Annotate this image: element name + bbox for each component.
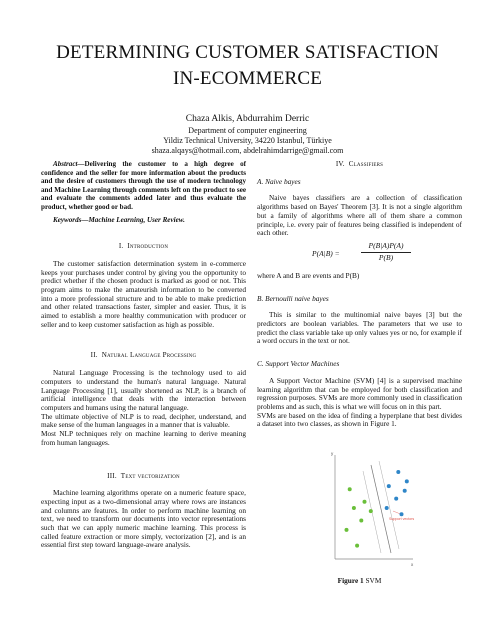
margin-right <box>379 461 399 549</box>
paper-title <box>20 40 475 92</box>
green-point <box>359 519 363 523</box>
green-point <box>355 544 359 548</box>
blue-point <box>387 484 391 488</box>
section-number: IV. <box>335 160 345 168</box>
university: Yildiz Technical University, 34220 Istanbul, Türkiye <box>163 136 332 145</box>
blue-point <box>385 506 389 510</box>
naive-bayes-note: where A and B are events and P(B) <box>257 270 360 280</box>
data-points <box>345 470 409 548</box>
keywords-text: Machine Learning, User Review. <box>88 215 185 224</box>
y-axis-label: y <box>331 451 334 457</box>
subsection-svm: C. Support Vector Machines <box>257 359 340 369</box>
support-vectors-label: Support vectors <box>389 517 415 522</box>
green-point <box>352 506 356 510</box>
department: Department of computer engineering <box>188 126 307 135</box>
section-heading-nlp <box>41 351 246 360</box>
bayes-equation <box>257 242 462 266</box>
abstract <box>41 160 246 212</box>
equation-lhs: P(A|B) = <box>312 248 340 258</box>
figure-caption <box>257 577 462 586</box>
abstract-label: Abstract— <box>53 160 85 168</box>
keywords <box>41 216 246 225</box>
figure-caption-label: Figure 1 <box>337 576 364 586</box>
blue-point <box>403 489 407 493</box>
text-vectorization-paragraph: Machine learning algorithms operate on a numeric feature space, expecting input as a two-dimensional array where rows are instances and columns are features. In order to perform machine learning on text, we need to transform our documents into vector representations such that we can apply numeric machine learning. This process is called feature extraction or more simply, vectorization [2], and is an essential first step toward language-aware analysis. <box>41 488 246 550</box>
green-point <box>348 487 352 491</box>
nlp-paragraph-1: Natural Language Processing is the technology used to aid computers to understand the human's natural language. Natural Language Processing [1], usually shortened as NLP, is a branch of artificial intelligence that deals with the interaction between computers and humans using the natural language. <box>41 368 246 412</box>
section-title: Classifiers <box>348 160 384 168</box>
subsection-naive-bayes: A. Naive bayes <box>257 176 301 186</box>
subsection-bernoulli: B. Bernoulli naive bayes <box>257 293 329 303</box>
equation-fraction <box>361 242 411 262</box>
section-title: Introduction <box>127 242 169 251</box>
author-names: Chaza Alkis, Abdurrahim Derric <box>185 114 310 124</box>
equation-denominator: P(B) <box>378 252 394 262</box>
blue-point <box>400 512 404 516</box>
nlp-paragraph-2: The ultimate objective of NLP is to read, decipher, understand, and make sense of the human languages in a manner that is valuable. <box>41 411 246 430</box>
abstract-text: Delivering the customer to a high degree of confidence and the seller for more information about the products and the desire of customers through the use of modern technology and Machine Learning through comments left on the product to see and evaluate the comments added later and thus evaluate the product, whether good or bad. <box>41 160 246 211</box>
section-number: III. <box>107 471 117 480</box>
emails: shaza.alqays@hotmail.com, abdelrahimdarrige@gmail.com <box>151 146 344 155</box>
green-point <box>369 509 373 513</box>
figure-caption-text: SVM <box>365 576 382 586</box>
equation-numerator: P(B|A)P(A) <box>361 242 411 253</box>
section-title: Natural Language Processing <box>101 351 197 360</box>
green-point <box>345 528 349 532</box>
intro-paragraph: The customer satisfaction determination system in e-commerce keeps your purchases under control by giving you the opportunity to predict whether if the chosen product is marked as good or not. This program aims to make the amateurish information to be converted into a more professional structure and to be able to make prediction and other related transactions faster, simpler and easier. Thus, it is aimed to establish a more healthy communication with producer or seller and to keep customer satisfaction as high as possible. <box>41 258 246 329</box>
author-affiliation <box>20 126 475 156</box>
x-axis-label: x <box>411 562 414 568</box>
section-title: Text vectorization <box>120 471 180 480</box>
svm-paragraph-2: SVMs are based on the idea of finding a hyperplane that best divides a dataset into two classes, as shown in Figure 1. <box>257 410 462 429</box>
section-number: I. <box>118 242 124 251</box>
section-heading-classifiers <box>257 160 462 169</box>
title-line-2: IN-ECOMMERCE <box>172 68 323 89</box>
blue-point <box>394 497 398 501</box>
left-column <box>41 160 246 550</box>
keywords-label: Keywords— <box>53 215 89 224</box>
svm-paragraph-1: A Support Vector Machine (SVM) [4] is a supervised machine learning algorithm that can be employed for both classification and regression purposes. SVMs are more commonly used in classification problems and as such, this is what we will focus on in this part. <box>257 375 462 411</box>
naive-bayes-paragraph: Naive bayes classifiers are a collection of classification algorithms based on Bayes' Theorem [3]. It is not a single algorithm but a family of algorithms where all of them share a common principle, i.e. every pair of features being classified is independent of each other. <box>257 193 462 238</box>
section-heading-intro <box>41 242 246 251</box>
title-line-1: DETERMINING CUSTOMER SATISFACTION <box>56 42 439 63</box>
section-heading-text-vectorization <box>41 472 246 481</box>
blue-point <box>396 470 400 474</box>
bernoulli-paragraph: This is similar to the multinomial naive bayes [3] but the predictors are boolean variables. The parameters that we use to predict the class variable take up only values yes or no, for example if a word occurs in the text or not. <box>257 310 462 346</box>
right-column <box>257 160 462 584</box>
figure-svm <box>257 449 462 584</box>
svm-plot <box>327 449 417 569</box>
nlp-paragraph-3: Most NLP techniques rely on machine learning to derive meaning from human languages. <box>41 429 246 447</box>
green-point <box>363 500 367 504</box>
section-number: II. <box>90 351 98 360</box>
blue-point <box>405 479 409 483</box>
